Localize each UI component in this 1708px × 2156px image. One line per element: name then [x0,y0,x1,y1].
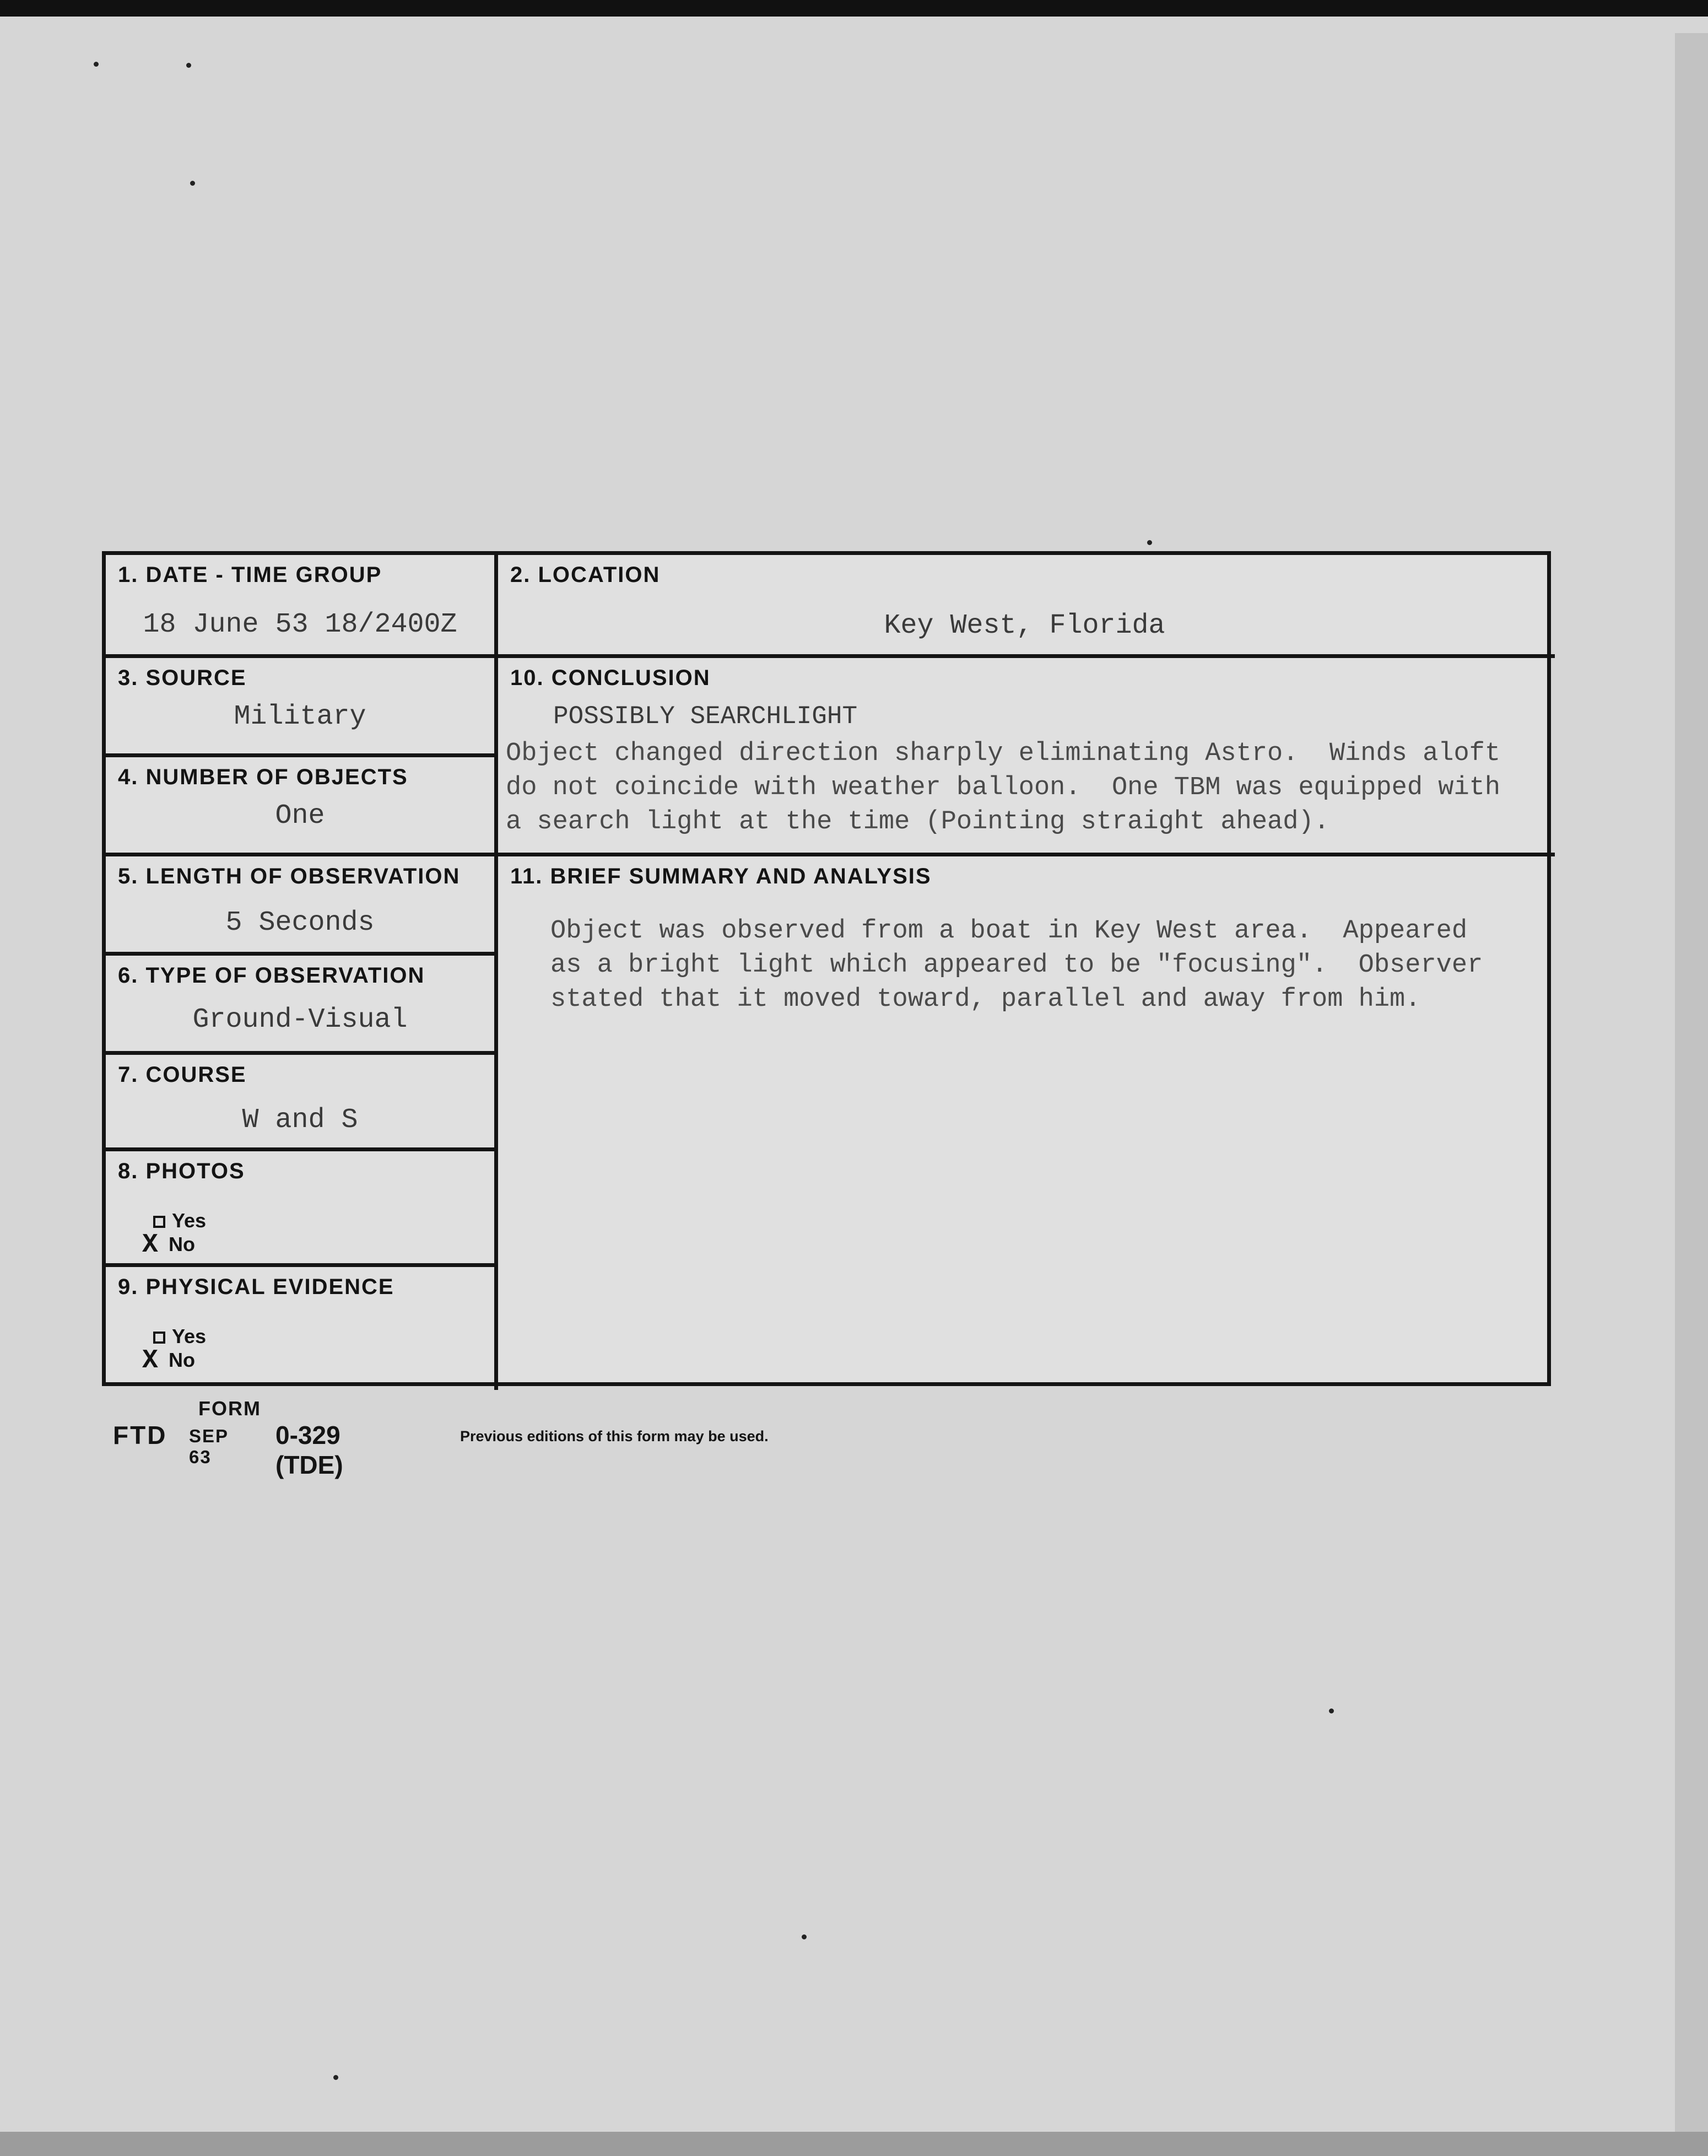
number-of-objects-label: 4. NUMBER OF OBJECTS [118,765,408,789]
photos-cell [106,1151,494,1263]
photos-yes-option[interactable]: Yes [153,1209,206,1232]
location-label: 2. LOCATION [510,563,661,587]
scan-top-border [0,0,1708,17]
conclusion-line: a search light at the time (Pointing straight ahead). [506,807,1329,837]
footer-form-number: 0-329 (TDE) [275,1421,343,1479]
length-of-observation-label: 5. LENGTH OF OBSERVATION [118,864,461,888]
number-of-objects-cell [106,757,494,853]
source-cell [106,658,494,753]
conclusion-line: do not coincide with weather balloon. One TBM was equipped with [506,773,1501,802]
footer-note: Previous editions of this form may be used. [460,1428,769,1444]
footer-date: SEP 63 [189,1426,229,1467]
photos-label: 8. PHOTOS [118,1159,245,1183]
scan-speck [1329,1708,1334,1713]
row-divider [106,1147,494,1151]
physical-evidence-yes-option[interactable]: Yes [153,1325,206,1348]
summary-line: as a bright light which appeared to be "focusing". Observer [550,951,1483,980]
row-divider [494,654,1555,658]
footer-org: FTD [113,1421,167,1449]
physical-evidence-no-option[interactable]: XNo [140,1349,195,1372]
scan-right-edge [1675,33,1708,2156]
scan-speck [190,181,195,186]
row-divider [106,753,494,757]
row-divider [106,853,494,856]
row-divider [106,952,494,956]
project-card-form [102,551,1551,1386]
source-value: Military [234,701,366,732]
photos-no-option[interactable]: XNo [140,1233,195,1256]
location-cell [498,555,1551,654]
date-time-group-label: 1. DATE - TIME GROUP [118,563,382,587]
summary-label: 11. BRIEF SUMMARY AND ANALYSIS [510,864,932,888]
type-of-observation-value: Ground-Visual [192,1004,408,1036]
location-value: Key West, Florida [884,610,1165,642]
scan-speck [94,62,99,67]
scan-speck [333,2075,338,2080]
physical-evidence-cell [106,1267,494,1386]
row-divider [106,1263,494,1267]
type-of-observation-cell [106,956,494,1051]
physical-evidence-label: 9. PHYSICAL EVIDENCE [118,1275,394,1299]
course-cell [106,1055,494,1147]
course-label: 7. COURSE [118,1063,247,1087]
footer-form-label: FORM [198,1397,261,1420]
column-divider [494,555,498,1390]
summary-line: Object was observed from a boat in Key West area. Appeared [550,917,1468,946]
checkbox-empty-icon [153,1216,165,1228]
scan-speck [802,1934,807,1939]
checkbox-checked-icon [140,1236,166,1255]
number-of-objects-value: One [275,800,325,832]
row-divider [106,654,494,658]
scan-speck [1147,540,1152,545]
date-time-group-value: 18 June 53 18/2400Z [143,609,457,640]
length-of-observation-cell [106,856,494,952]
conclusion-line: Object changed direction sharply eliminating Astro. Winds aloft [506,739,1501,768]
summary-cell [498,856,1551,1386]
conclusion-cell [498,658,1551,853]
source-label: 3. SOURCE [118,666,247,690]
row-divider [106,1051,494,1055]
summary-line: stated that it moved toward, parallel and away from him. [550,985,1421,1014]
checkbox-empty-icon [153,1332,165,1344]
row-divider [494,853,1555,856]
scan-speck [186,63,191,68]
course-value: W and S [242,1104,358,1136]
checkbox-checked-icon [140,1351,166,1371]
date-time-group-cell [106,555,494,654]
scan-bottom-edge [0,2132,1708,2156]
length-of-observation-value: 5 Seconds [225,907,375,939]
conclusion-label: 10. CONCLUSION [510,666,711,690]
conclusion-heading: POSSIBLY SEARCHLIGHT [553,702,858,731]
type-of-observation-label: 6. TYPE OF OBSERVATION [118,963,425,988]
